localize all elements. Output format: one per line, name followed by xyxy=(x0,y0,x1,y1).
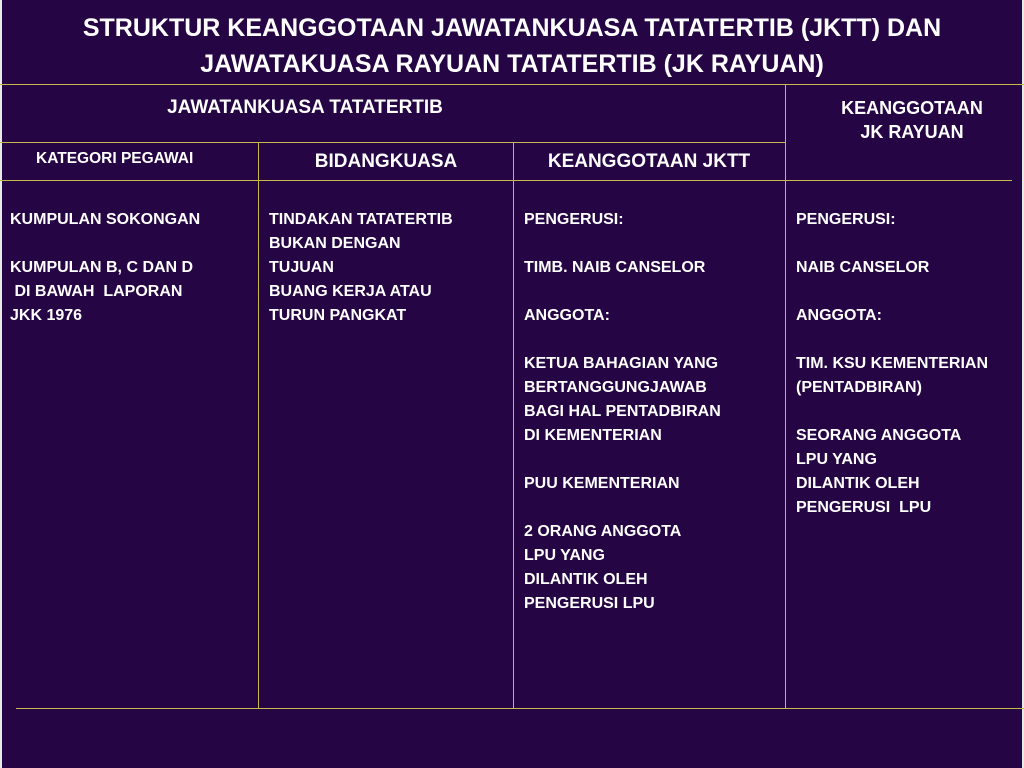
keanggotaan-jktt-cell: PENGERUSI: TIMB. NAIB CANSELOR ANGGOTA: KETUA BAHAGIAN YANG BERTANGGUNGJAWAB BAGI HAL PENTADBIRAN DI KEMENTERIAN PUU KEMENTERIAN 2 ORANG ANGGOTA LPU YANG DILANTIK OLEH PENGERUSI LPU xyxy=(524,211,721,612)
keanggotaan-rayuan-cell: PENGERUSI: NAIB CANSELOR ANGGOTA: TIM. KSU KEMENTERIAN (PENTADBIRAN) SEORANG ANGGOTA LPU YANG DILANTIK OLEH PENGERUSI LPU xyxy=(796,211,988,516)
divider-col-1 xyxy=(258,142,259,708)
header-bottom-line xyxy=(0,180,1012,181)
slide-title xyxy=(0,10,1024,82)
title-line-1: STRUKTUR KEANGGOTAAN JAWATANKUASA TATATERTIB (JKTT) DAN xyxy=(82,14,942,42)
title-line-2: JAWATAKUASA RAYUAN TATATERTIB (JK RAYUAN) xyxy=(200,50,824,78)
subheader-top-line xyxy=(0,142,785,143)
title-underline xyxy=(0,84,1024,85)
bidangkuasa-header: BIDANGKUASA xyxy=(314,151,458,172)
jk-rayuan-header-line-1: KEANGGOTAAN xyxy=(841,98,983,118)
kategori-cell: KUMPULAN SOKONGAN KUMPULAN B, C DAN D DI BAWAH LAPORAN JKK 1976 xyxy=(10,211,201,324)
jk-rayuan-header xyxy=(796,96,1024,144)
kategori-pegawai-header: KATEGORI PEGAWAI xyxy=(36,150,194,167)
jk-rayuan-header-line-2: JK RAYUAN xyxy=(860,122,964,142)
bidangkuasa-cell: TINDAKAN TATATERTIB BUKAN DENGAN TUJUAN BUANG KERJA ATAU TURUN PANGKAT xyxy=(269,211,453,324)
keanggotaan-jktt-header: KEANGGOTAAN JKTT xyxy=(547,151,751,172)
table-bottom-line xyxy=(16,708,1024,709)
jktt-group-header: JAWATANKUASA TATATERTIB xyxy=(167,97,443,118)
divider-col-3 xyxy=(785,84,786,708)
divider-col-2 xyxy=(513,142,514,708)
